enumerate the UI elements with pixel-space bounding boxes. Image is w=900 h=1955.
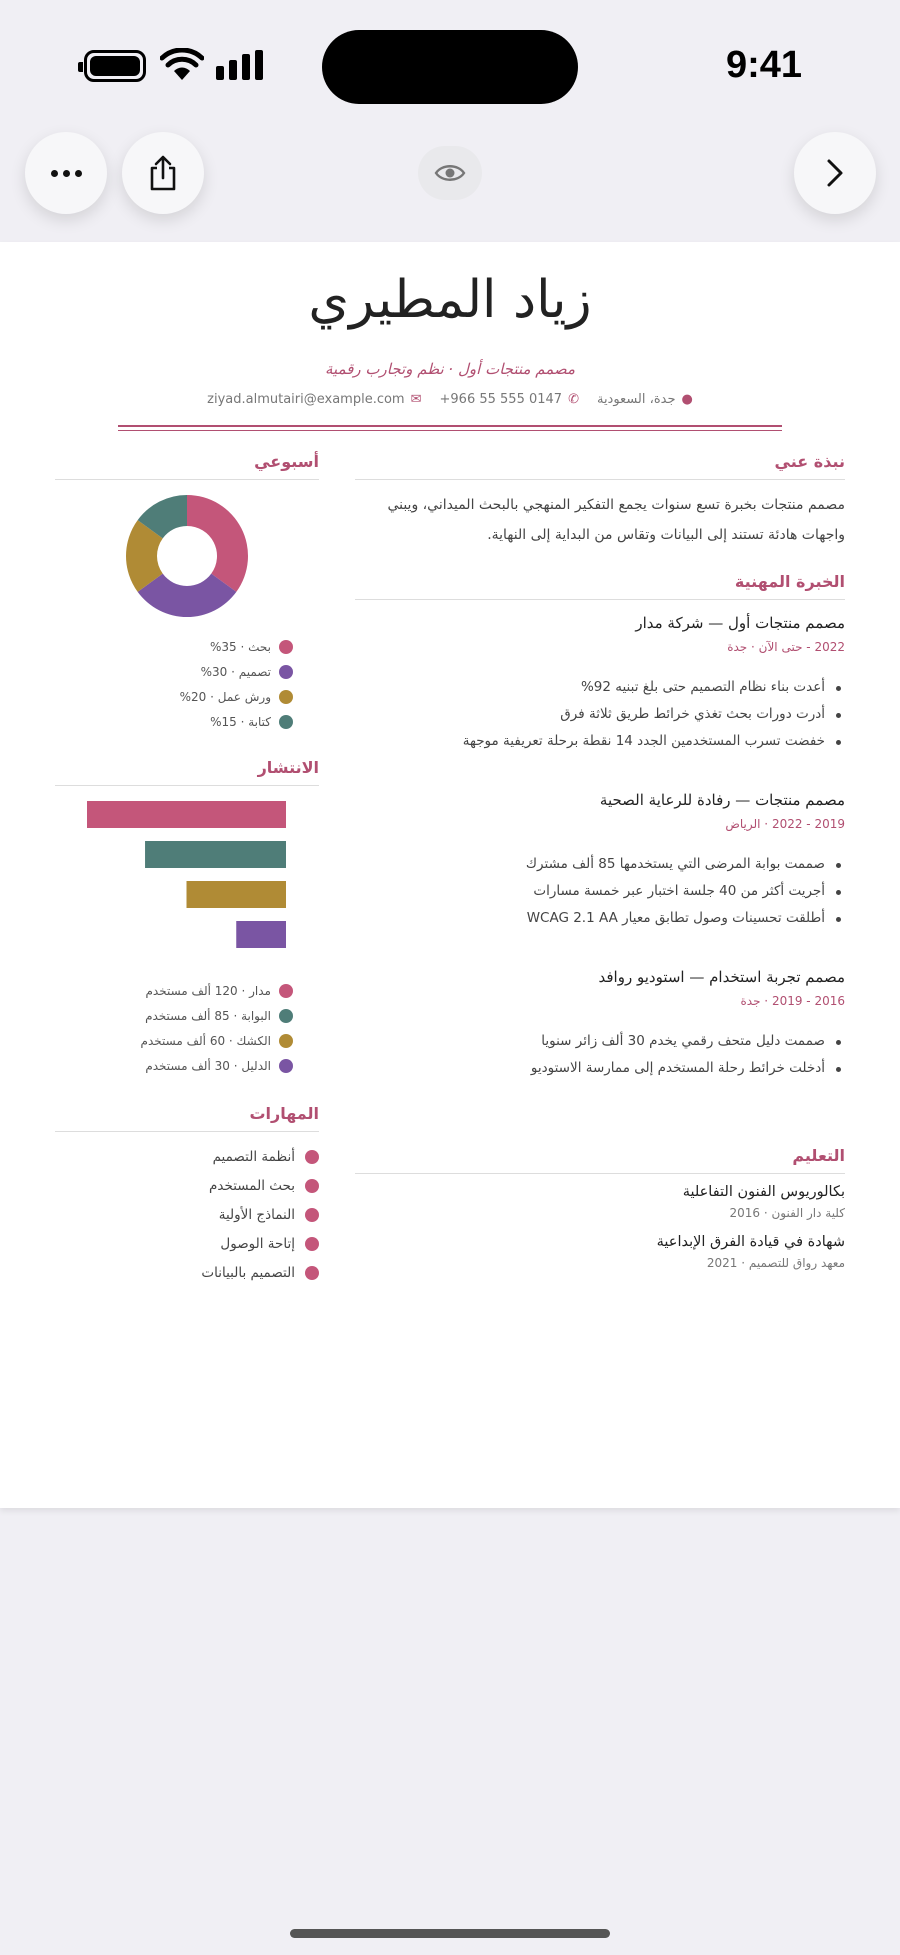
job-meta: 2019 - 2022 · الرياض (725, 817, 845, 831)
legend-item: كتابة · 15% (55, 709, 319, 734)
skills-title: المهارات (55, 1104, 319, 1132)
legend-swatch (279, 1059, 293, 1073)
job-entry (355, 968, 845, 1082)
dynamic-island (322, 30, 578, 104)
legend-swatch (279, 1034, 293, 1048)
skill-bullet (305, 1266, 319, 1280)
preview-button[interactable] (418, 146, 482, 200)
legend-item: الدليل · 30 ألف مستخدم (55, 1053, 319, 1078)
sidebar-column (55, 452, 319, 1287)
legend-swatch (279, 665, 293, 679)
experience-title: الخبرة المهنية (355, 572, 845, 600)
bar-3 (236, 921, 286, 948)
skill-item: النماذج الأولية (55, 1200, 319, 1229)
bar-2 (187, 881, 287, 908)
legend-item: بحث · 35% (55, 634, 319, 659)
skill-item: التصميم بالبيانات (55, 1258, 319, 1287)
job-bullet: أدرت دورات بحث تغذي خرائط طريق ثلاثة فرق (355, 701, 845, 728)
about-title: نبذة عني (355, 452, 845, 480)
share-icon (147, 154, 179, 192)
job-meta: 2022 - حتى الآن · جدة (727, 640, 845, 654)
skill-bullet (305, 1150, 319, 1164)
donut-slice-0 (187, 495, 248, 592)
week-legend (55, 634, 319, 734)
signal-icon (216, 50, 263, 80)
about-text: مصمم منتجات بخبرة تسع سنوات يجمع التفكير المنهجي بالبحث الميداني، ويبني واجهات هادئة تستند إلى البيانات وتقاس من البداية إلى النهاية. (387, 497, 845, 543)
legend-item: تصميم · 30% (55, 659, 319, 684)
job-bullet: أعدت بناء نظام التصميم حتى بلغ تبنيه 92% (355, 674, 845, 701)
skill-bullet (305, 1208, 319, 1222)
job-bullet: صممت دليل متحف رقمي يخدم 30 ألف زائر سنويا (355, 1028, 845, 1055)
bar-0 (87, 801, 286, 828)
legend-swatch (279, 984, 293, 998)
job-entry (355, 614, 845, 755)
legend-item: البوابة · 85 ألف مستخدم (55, 1003, 319, 1028)
job-title: مصمم تجربة استخدام — استوديو روافد (598, 968, 845, 986)
skill-item: بحث المستخدم (55, 1171, 319, 1200)
job-bullet: أجريت أكثر من 40 جلسة اختبار عبر خمسة مسارات (355, 878, 845, 905)
resume-name: زياد المطيري (308, 270, 592, 330)
contact-location: ● جدة، السعودية (596, 392, 693, 407)
job-bullet: خفضت تسرب المستخدمين الجدد 14 نقطة برحلة تعريفية موجهة (355, 728, 845, 755)
battery-icon (84, 50, 146, 82)
wifi-icon (160, 48, 204, 82)
resume-document (0, 242, 900, 1508)
week-donut-chart (55, 490, 319, 622)
legend-swatch (279, 690, 293, 704)
reach-legend (55, 978, 319, 1078)
legend-item: الكشك · 60 ألف مستخدم (55, 1028, 319, 1053)
eye-icon (434, 163, 466, 183)
education-title: التعليم (355, 1146, 845, 1174)
ellipsis-icon (51, 170, 82, 177)
resume-tagline: مصمم منتجات أول · نظم وتجارب رقمية (325, 360, 575, 378)
toolbar (0, 130, 900, 242)
education-entry (355, 1234, 845, 1270)
job-bullet: أدخلت خرائط رحلة المستخدم إلى ممارسة الاستوديو (355, 1055, 845, 1082)
next-button[interactable] (794, 132, 876, 214)
job-title: مصمم منتجات — رفادة للرعاية الصحية (599, 791, 845, 809)
job-meta: 2016 - 2019 · جدة (740, 994, 845, 1008)
legend-item: مدار · 120 ألف مستخدم (55, 978, 319, 1003)
status-time: 9:41 (725, 44, 802, 86)
skill-item: أنظمة التصميم (55, 1142, 319, 1171)
legend-item: ورش عمل · 20% (55, 684, 319, 709)
education-entry (355, 1184, 845, 1220)
job-bullet: صممت بوابة المرضى التي يستخدمها 85 ألف مشترك (355, 851, 845, 878)
education-degree: شهادة في قيادة الفرق الإبداعية (656, 1234, 845, 1250)
education-meta: معهد رواق للتصميم · 2021 (706, 1256, 845, 1270)
location-pin-icon: ● (681, 392, 693, 407)
more-button[interactable] (25, 132, 107, 214)
week-title: أسبوعي (55, 452, 319, 480)
reach-title: الانتشار (55, 758, 319, 786)
skill-bullet (305, 1179, 319, 1193)
job-entry (355, 791, 845, 932)
share-button[interactable] (122, 132, 204, 214)
status-bar (0, 0, 900, 130)
chevron-right-icon (825, 157, 845, 189)
skill-bullet (305, 1237, 319, 1251)
header-divider (118, 425, 782, 427)
home-indicator (290, 1929, 610, 1938)
legend-swatch (279, 1009, 293, 1023)
contact-phone[interactable]: ✆ +966 55 555 0147 (439, 392, 579, 407)
header-divider-thin (118, 430, 782, 431)
education-meta: كلية دار الفنون · 2016 (729, 1206, 845, 1220)
main-column (355, 452, 845, 1270)
contact-row (0, 392, 900, 407)
job-bullet: أطلقت تحسينات وصول تطابق معيار WCAG 2.1 AA (355, 905, 845, 932)
legend-swatch (279, 715, 293, 729)
reach-bar-chart (55, 796, 319, 966)
education-degree: بكالوريوس الفنون التفاعلية (682, 1184, 845, 1200)
legend-swatch (279, 640, 293, 654)
skills-list (55, 1142, 319, 1287)
phone-icon: ✆ (568, 392, 579, 407)
job-title: مصمم منتجات أول — شركة مدار (635, 614, 845, 632)
bar-1 (145, 841, 286, 868)
skill-item: إتاحة الوصول (55, 1229, 319, 1258)
mail-icon: ✉ (410, 392, 422, 407)
contact-email[interactable]: ✉ ziyad.almutairi@example.com (207, 392, 422, 407)
